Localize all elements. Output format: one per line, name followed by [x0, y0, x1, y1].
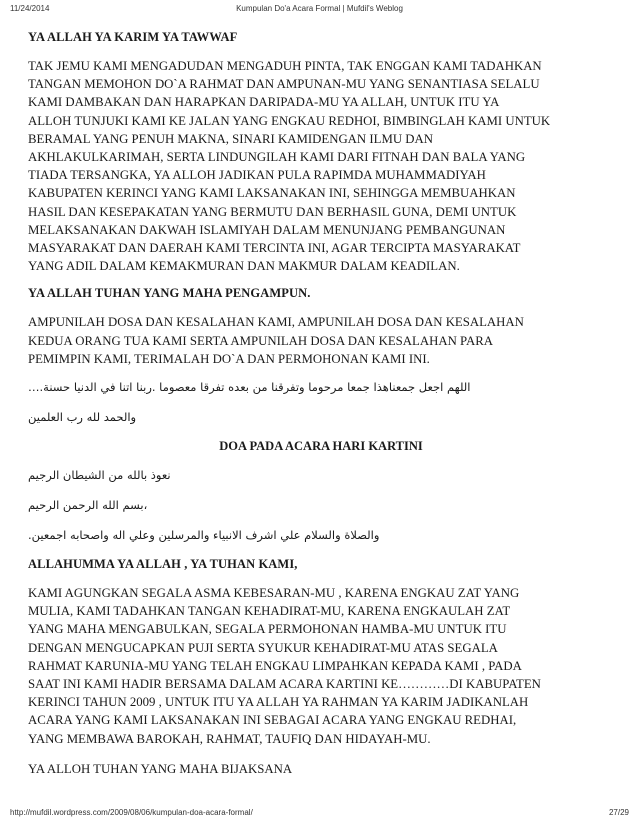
arabic-text: اللهم اجعل جمعناهذا جمعا مرحوما وتفرقنا من بعده تفرقا معصوما .ربنا اتنا في الدنيا حسنة [43, 380, 471, 395]
paragraph-line: MASYARAKAT DAN DAERAH KAMI TERCINTA INI, AGAR TERCIPTA MASYARAKAT [28, 241, 521, 256]
print-date: 11/24/2014 [10, 4, 50, 13]
paragraph-line: KAMI DAMBAKAN DAN HARAPKAN DARIPADA-MU YA ALLAH, UNTUK ITU YA [28, 95, 500, 110]
arabic-line-shalawat [28, 526, 614, 544]
document-body [28, 29, 614, 778]
arabic-line-basmalah [28, 496, 614, 514]
print-page-title: Kumpulan Do'a Acara Formal | Mufdil's Weblog [236, 4, 403, 13]
paragraph-line: KERINCI TAHUN 2009 , UNTUK ITU YA ALLAH YA RAHMAN YA KARIM JADIKANLAH [28, 695, 529, 710]
paragraph-tak-jemu [28, 57, 614, 275]
arabic-text: والصلاة والسلام علي اشرف الانبياء والمرسلين وعلي اله واصحابه اجمعين [31, 528, 380, 543]
page-number: 27/29 [608, 808, 629, 817]
paragraph-line: YANG ADIL DALAM KEMAKMURAN DAN MAKMUR DALAM KEADILAN. [28, 259, 460, 274]
arabic-text: بسم الله الرحمن الرحيم [28, 498, 144, 513]
arabic-text: نعوذ بالله من الشيطان الرجيم [28, 468, 171, 483]
paragraph-line: PEMIMPIN KAMI, TERIMALAH DO`A DAN PERMOHONAN KAMI INI. [28, 351, 430, 366]
paragraph-line: YANG MAHA MENGABULKAN, SEGALA PERMOHONAN HAMBA-MU UNTUK ITU [28, 622, 507, 637]
arabic-text: والحمد لله رب العلمين [28, 410, 137, 425]
arabic-line-alhamdulillah [28, 408, 614, 426]
heading-ya-allah-ya-karim: YA ALLAH YA KARIM YA TAWWAF [28, 30, 238, 44]
paragraph-line: KAMI AGUNGKAN SEGALA ASMA KEBESARAN-MU , KARENA ENGKAU ZAT YANG [28, 586, 520, 601]
paragraph-kami-agungkan [28, 584, 614, 748]
arabic-comma: ، [143, 498, 148, 513]
heading-doa-hari-kartini: DOA PADA ACARA HARI KARTINI [219, 439, 423, 454]
print-header [10, 4, 629, 18]
arabic-period: . [28, 528, 32, 543]
paragraph-line: DENGAN MENGUCAPKAN PUJI SERTA SYUKUR KEHADIRAT-MU ATAS SEGALA [28, 640, 498, 655]
paragraph-line: ACARA YANG KAMI LAKSANAKAN INI SEBAGAI ACARA YANG ENGKAU REDHAI, [28, 713, 517, 728]
print-footer [10, 808, 629, 820]
source-url[interactable]: http://mufdil.wordpress.com/2009/08/06/kumpulan-doa-acara-formal/ [10, 808, 253, 817]
paragraph-line: AKHLAKULKARIMAH, SERTA LINDUNGILAH KAMI DARI FITNAH DAN BALA YANG [28, 150, 526, 165]
arabic-line-taawudz [28, 466, 614, 484]
paragraph-line: KEDUA ORANG TUA KAMI SERTA AMPUNILAH DOSA DAN KESALAHAN PARA [28, 333, 493, 348]
paragraph-line: BERAMAL YANG PENUH MAKNA, SINARI KAMIDENGAN ILMU DAN [28, 131, 433, 146]
paragraph-line: SAAT INI KAMI HADIR BERSAMA DALAM ACARA KARTINI KE…………DI KABUPATEN [28, 677, 541, 692]
arabic-ellipsis: …. [28, 380, 44, 395]
heading-maha-pengampun: YA ALLAH TUHAN YANG MAHA PENGAMPUN. [28, 286, 311, 301]
paragraph-line: RAHMAT KARUNIA-MU YANG TELAH ENGKAU LIMPAHKAN KEPADA KAMI , PADA [28, 658, 522, 673]
paragraph-line: TANGAN MEMOHON DO`A RAHMAT DAN AMPUNAN-MU YANG SENANTIASA SELALU [28, 77, 540, 92]
paragraph-line: YANG MEMBAWA BAROKAH, RAHMAT, TAUFIQ DAN HIDAYAH-MU. [28, 731, 431, 746]
arabic-line-allahumma [28, 378, 614, 396]
paragraph-ampunilah [28, 313, 614, 368]
paragraph-line: HASIL DAN KESEPAKATAN YANG BERMUTU DAN BERHASIL GUNA, DEMI UNTUK [28, 204, 517, 219]
paragraph-line: KABUPATEN KERINCI YANG KAMI LAKSANAKAN INI, SEHINGGA MEMBUAHKAN [28, 186, 516, 201]
paragraph-line: TAK JEMU KAMI MENGADUDAN MENGADUH PINTA, TAK ENGGAN KAMI TADAHKAN [28, 59, 542, 73]
paragraph-line: MULIA, KAMI TADAHKAN TANGAN KEHADIRAT-MU, KARENA ENGKAULAH ZAT [28, 604, 511, 619]
closing-line: YA ALLOH TUHAN YANG MAHA BIJAKSANA [28, 761, 293, 776]
paragraph-line: TIADA TERSANGKA, YA ALLOH JADIKAN PULA RAPIMDA MUHAMMADIYAH [28, 168, 486, 183]
paragraph-line: MELAKSANAKAN DAKWAH ISLAMIYAH DALAM MENUNJANG PEMBANGUNAN [28, 222, 506, 237]
paragraph-line: AMPUNILAH DOSA DAN KESALAHAN KAMI, AMPUNILAH DOSA DAN KESALAHAN [28, 315, 524, 330]
paragraph-line: ALLOH TUNJUKI KAMI KE JALAN YANG ENGKAU REDHOI, BIMBINGLAH KAMI UNTUK [28, 113, 551, 128]
heading-allahumma-ya-allah: ALLAHUMMA YA ALLAH , YA TUHAN KAMI, [28, 557, 298, 572]
